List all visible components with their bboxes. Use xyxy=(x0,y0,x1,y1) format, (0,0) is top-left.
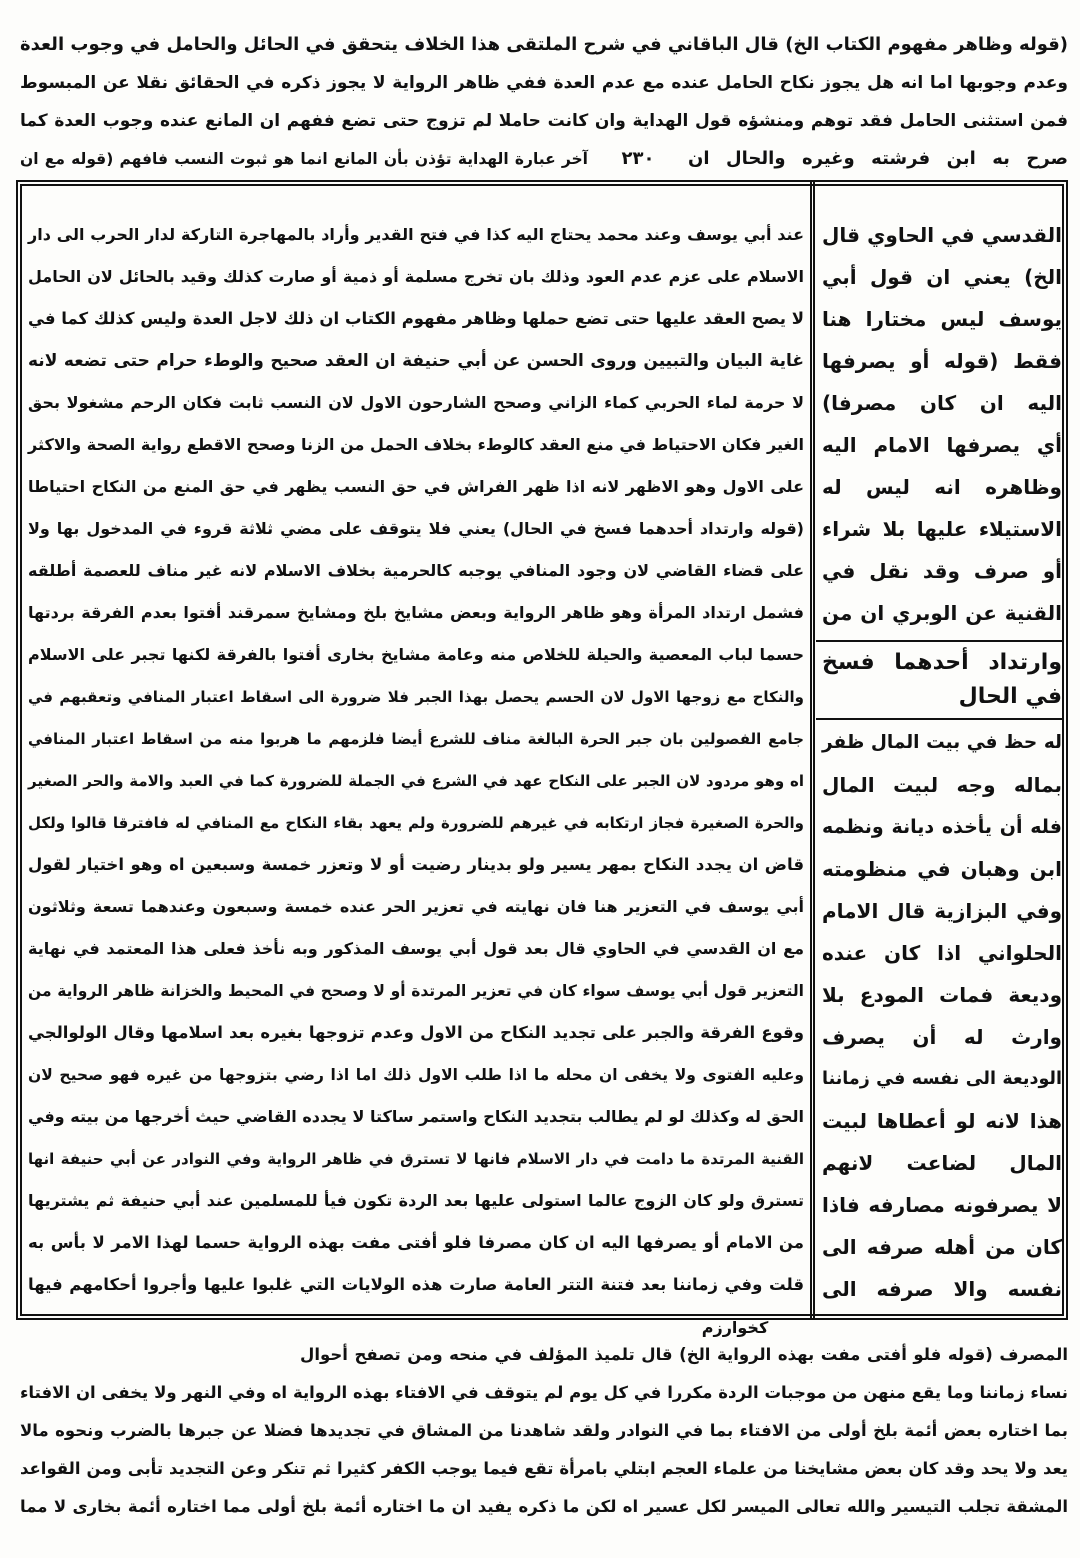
main-text-line: من الامام أو يصرفها اليه ان كان مصرفا فلو أفتى مفت بهذه الرواية حسما لهذا الامر لا بأس به xyxy=(28,1233,804,1252)
side-commentary-line: وظاهره انه ليس له xyxy=(822,475,1062,499)
main-text-line: لا يصح العقد عليها حتى تضع حملها وظاهر مفهوم الكتاب ان ذلك لاجل العدة وليس كذلك كما في xyxy=(28,309,804,328)
main-text-line: اه وهو مردود لان الجبر على النكاح عهد في الشرع في الجملة للضرورة كما في العبد والامة والحر الصغير xyxy=(28,772,804,790)
side-commentary-line: كان من أهله صرفه الى xyxy=(822,1235,1062,1259)
main-text-line: القنية المرتدة ما دامت في دار الاسلام فانها لا تسترق في ظاهر الرواية وفي النوادر عن أبي حنيفة انها xyxy=(28,1150,804,1168)
side-commentary-line: فقط (قوله أو يصرفها xyxy=(822,349,1062,373)
side-commentary-top xyxy=(822,214,1062,634)
continuation-word-text: كخوارزم xyxy=(701,1318,769,1337)
header-commentary-line: وعدم وجوبها اما انه هل يجوز نكاح الحامل عنده مع عدم العدة ففي ظاهر الرواية لا يجوز ذكره في الحقائق نقلا عن المبسوط xyxy=(20,73,1068,93)
main-text-line: قاض ان يجدد النكاح بمهر يسير ولو بدينار رضيت أو لا وتعزر خمسة وسبعين اه وهو اختيار لقول xyxy=(28,855,804,874)
main-text-line: الحق له وكذلك لو لم يطالب بتجديد النكاح واستمر ساكتا لا يجدده القاضي حيث أخرجها من بيته وفي xyxy=(28,1107,804,1126)
main-text-line: وقوع الفرقة والجبر على تجديد النكاح من الاول وعدم تزوجها بغيره بعد اسلامها وقال الولوالجي xyxy=(28,1023,804,1042)
side-commentary-line: نفسه والا صرفه الى xyxy=(822,1277,1062,1301)
header-commentary-line-segment: صرح به ابن فرشته وغيره والحال ان xyxy=(688,148,1068,169)
main-text-line: الغير فكان الاحتياط في منع العقد كالوطء بخلاف الحمل من الزنا وصحح الاقطع رواية الصحة والاكثر xyxy=(28,435,804,454)
main-text-line: لا حرمة لماء الحربي كماء الزاني وصحح الشارحون الاول لان النسب ثابت فكان الرحم مشغولا بحق xyxy=(28,393,804,412)
main-text-line: (قوله وارتداد أحدهما فسخ في الحال) يعني فلا يتوقف على مضي ثلاثة قروء في المدخول بها ولا xyxy=(28,519,804,538)
side-commentary-line: هذا لانه لو أعطاها لبيت xyxy=(822,1109,1062,1133)
side-commentary-line: فله أن يأخذه ديانة ونظمه xyxy=(822,816,1062,838)
continuation-word xyxy=(690,1318,780,1338)
main-text-line: على قضاء القاضي لان وجود المنافي يوجبه كالحرمية بخلاف الاسلام لانه غير مناف للعصمة أطلقه xyxy=(28,561,804,580)
side-commentary-line: المال لضاعت لانهم xyxy=(822,1151,1062,1175)
side-commentary-line: الخ) يعني ان قول أبي xyxy=(822,265,1062,289)
side-heading-line: وارتداد أحدهما فسخ xyxy=(822,650,1062,675)
header-commentary-last-row xyxy=(20,140,1068,178)
side-commentary-line: القدسي في الحاوي قال xyxy=(822,223,1062,247)
header-commentary-line-segment: آخر عبارة الهداية تؤذن بأن المانع انما هو ثبوت النسب فافهم (قوله مع ان xyxy=(20,150,588,168)
side-commentary-bottom xyxy=(822,722,1062,1310)
main-text-line: عند أبي يوسف وعند محمد يحتاج اليه كذا في فتح القدير وأراد بالمهاجرة التاركة لدار الحرب الى دار xyxy=(28,225,804,244)
footer-commentary-first xyxy=(300,1336,1068,1374)
footer-commentary-line: بما اختاره بعض أئمة بلخ أولى من الافتاء بما في النوادر ولقد شاهدنا من المشاق في تجديدها فضلا عن جبرها بالضرب ونحوه مالا xyxy=(20,1421,1068,1440)
side-commentary-line: لا يصرفونه مصارفه فاذا xyxy=(822,1193,1062,1217)
main-text-line: تسترق ولو كان الزوج عالما استولى عليها بعد الردة تكون فيأ للمسلمين عند أبي حنيفة ثم يشتريها xyxy=(28,1191,804,1210)
side-heading xyxy=(822,646,1062,714)
main-text-line: غاية البيان والتبيين وروى الحسن عن أبي حنيفة ان العقد صحيح والوطء حرام حتى تضعه لانه xyxy=(28,351,804,371)
side-commentary-line: وفي البزازية قال الامام xyxy=(822,899,1062,923)
side-commentary-line: القنية عن الوبري ان من xyxy=(822,601,1062,625)
main-text-line: مع ان القدسي في الحاوي قال بعد قول أبي يوسف المذكور وبه نأخذ فعلى هذا المعتمد في نهاية xyxy=(28,939,804,958)
footer-commentary-line: المشقة تجلب التيسير والله تعالى الميسر لكل عسير اه لكن ما ذكره يفيد ان ما اختاره أئمة بلخ أولى مما اختاره أئمة بخارى لا مما xyxy=(20,1497,1068,1516)
side-commentary-line: الحلواني اذا كان عنده xyxy=(822,941,1062,965)
main-text-line: على الاول وهو الاظهر لانه اذا ظهر الفراش في حق النسب يظهر في حق المنع من النكاح احتياطا xyxy=(28,477,804,496)
side-commentary-line: الوديعة الى نفسه في زماننا xyxy=(822,1069,1062,1089)
footer-commentary xyxy=(20,1374,1068,1526)
header-commentary xyxy=(20,26,1068,178)
main-text-column xyxy=(28,214,804,1306)
main-text-line: فشمل ارتداد المرأة وهو ظاهر الرواية وبعض مشايخ بلخ ومشايخ سمرقند أفتوا بعدم الفرقة بردتها xyxy=(28,603,804,622)
page-number: ٢٣٠ xyxy=(621,148,655,169)
footer-commentary-line: المصرف (قوله فلو أفتى مفت بهذه الرواية الخ) قال تلميذ المؤلف في منحه ومن تصفح أحوال xyxy=(300,1345,1068,1364)
side-commentary-line: أو صرف وقد نقل في xyxy=(822,559,1062,583)
main-text-line: والنكاح مع زوجها الاول لان الحسم يحصل بهذا الجبر فلا ضرورة الى اسقاط اعتبار المنافي وتعقبهم في xyxy=(28,688,804,706)
side-commentary-line: له حظ في بيت المال ظفر xyxy=(822,732,1062,753)
side-heading-line: في الحال xyxy=(958,684,1062,709)
side-commentary-line: وارث له أن يصرف xyxy=(822,1025,1062,1049)
side-commentary-line: بماله وجه لبيت المال xyxy=(822,773,1062,797)
side-commentary-line: ابن وهبان في منظومته xyxy=(822,857,1062,881)
header-commentary-line: (قوله وظاهر مفهوم الكتاب الخ) قال الباقاني في شرح الملتقى هذا الخلاف يتحقق في الحائل والحامل في وجوب العدة xyxy=(20,34,1068,55)
side-divider-line xyxy=(816,718,1064,720)
column-divider xyxy=(810,180,815,1320)
side-commentary-line: اليه ان كان مصرفا) xyxy=(822,391,1062,415)
main-text-line: والحرة الصغيرة فجاز ارتكابه في غيرهم للضرورة ولم يعهد بقاء النكاح مع المنافي له فافترقا قالوا ولكل xyxy=(28,814,804,832)
main-text-line: وعليه الفتوى ولا يخفى ان محله ما اذا طلب الاول ذلك اما اذا رضي بتزوجها من غيره فهو صحيح لان xyxy=(28,1066,804,1084)
main-text-line: حسما لباب المعصية والحيلة للخلاص منه وعامة مشايخ بخارى أفتوا بالفرقة لكنها تجبر على الاسلام xyxy=(28,645,804,664)
main-text-line: الاسلام على عزم عدم العود وذلك بان تخرج مسلمة أو ذمية أو صارت كذلك وقيد بالحائل لان الحامل xyxy=(28,267,804,286)
main-text-line: جامع الفصولين بان جبر الحرة البالغة مناف للشرع أيضا فلزمهم ما هربوا منه من اسقاط اعتبار المنافي xyxy=(28,730,804,748)
side-commentary-line: وديعة فمات المودع بلا xyxy=(822,983,1062,1007)
side-commentary-line: أي يصرفها الامام اليه xyxy=(822,433,1062,457)
header-commentary-line: فمن استثنى الحامل فقد توهم ومنشؤه قول الهداية وان كانت حاملا لم تزوج حتى تضع ففهم ان المانع عنده وجوب العدة كما xyxy=(20,111,1068,131)
main-text-line: التعزير قول أبي يوسف سواء كان في تعزير المرتدة أو لا وصحح في المحيط والخزانة ظاهر الرواية من xyxy=(28,982,804,1000)
side-divider-line xyxy=(816,640,1064,642)
side-commentary-line: الاستيلاء عليها بلا شراء xyxy=(822,517,1062,541)
main-text-line: قلت وفي زماننا بعد فتنة التتر العامة صارت هذه الولايات التي غلبوا عليها وأجروا أحكامهم فيها xyxy=(28,1275,804,1294)
footer-commentary-line: يعد ولا يحد وقد كان بعض مشايخنا من علماء العجم ابتلي بامرأة تقع فيما يوجب الكفر كثيرا ثم تنكر وعن التجديد تأبى ومن القواعد xyxy=(20,1459,1068,1478)
main-text-line: أبي يوسف في التعزير هنا فان نهايته في تعزير الحر عنده خمسة وسبعون وعندهما تسعة وثلاثون xyxy=(28,897,804,916)
side-commentary-line: يوسف ليس مختارا هنا xyxy=(822,307,1062,331)
footer-commentary-line: نساء زماننا وما يقع منهن من موجبات الردة مكررا في كل يوم لم يتوقف في الافتاء بهذه الرواية اه وفي النهر ولا يخفى ان الافتاء xyxy=(20,1383,1068,1402)
